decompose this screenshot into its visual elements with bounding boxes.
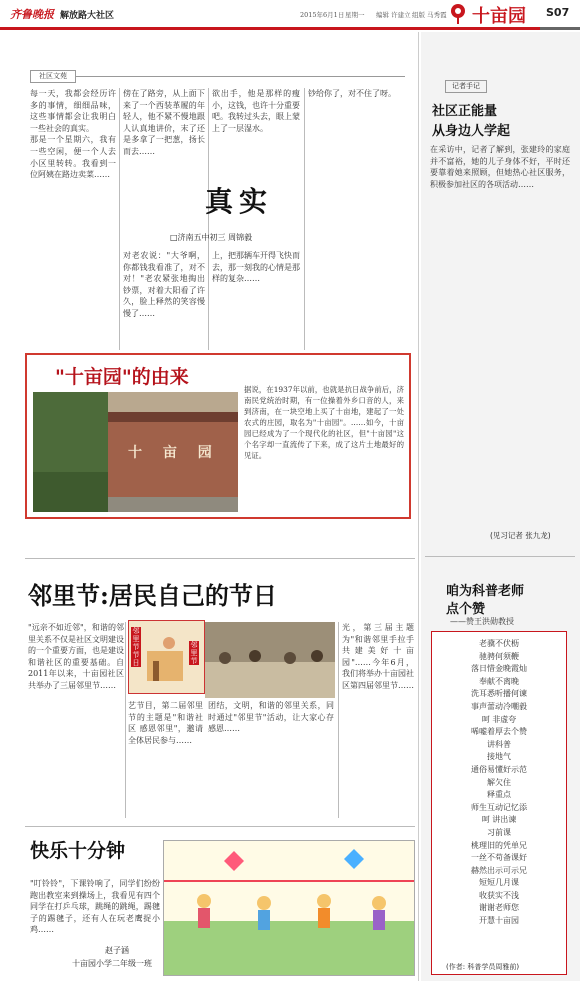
essay-col-4: 钞给你了，对不住了呀。 (308, 89, 396, 98)
poem-line: 谢谢老师您 (479, 903, 519, 913)
sidebar-tag (445, 80, 487, 93)
poem-line: 通俗易懂好示范 (471, 764, 527, 774)
sidebar-byline: (见习记者 张九龙) (490, 531, 551, 540)
poem-line: 洗耳悉听播何谏 (471, 689, 527, 699)
column-tag-label: 社区文苑 (39, 72, 67, 80)
happy-author-name: 赵子涵 (105, 946, 129, 955)
poem-line: 奉献不离晚 (479, 676, 519, 686)
brand-subtitle: 解放路大社区 (60, 11, 115, 21)
poem-line: 唏嘘着厚去个赞 (471, 727, 527, 737)
poem-line: 习前课 (487, 827, 511, 837)
happy-text: "叮铃铃"，下课铃响了，同学们纷纷跑出教室来到操场上，我看见有四个同学在打乒乓球，跳绳的跳绳，踢毽子的踢毽子，还有人在玩老鹰捉小鸡…… (30, 879, 160, 935)
column-tag-rule (75, 76, 405, 77)
photo-sign: 十 亩 园 (128, 445, 220, 461)
poster-label-1: 邻里节节日 (132, 627, 140, 667)
flower-icon (448, 2, 468, 24)
neighbor-col-1: "远亲不如近邻"，和谐的邻里关系不仅是社区文明建设的一个重要方面，也是建设和谐社区的重要基础。自2011年以来，十亩园社区共举办了三届邻里节…… (28, 623, 124, 690)
poem-line: 落日惜金晚霞灿 (471, 664, 527, 674)
child-drawing (163, 840, 415, 976)
sidebar-divider (418, 32, 419, 981)
section-title: 十亩园 (472, 6, 526, 27)
issue-date: 2015年6月1日 (300, 11, 345, 19)
issue-weekday: 星期一 (345, 11, 365, 19)
designer-credit: 组版 马秀霞 (412, 11, 447, 19)
poem-line: 接地气 (487, 752, 511, 762)
masthead-rule-right (540, 27, 580, 30)
page-number: S07 (546, 6, 570, 19)
essay-tail-col-2: 上，把那辆车开得飞快而去，那一刻我的心情是那样的复杂…… (212, 251, 300, 284)
neighbor-col-3: 团结，文明，和谐的邻里关系，同时通过"邻里节"活动，让大家心存感恩…… (208, 701, 334, 734)
feature-title: "十亩园"的由来 (55, 366, 189, 388)
essay-tail-col-1: 对老农说："大爷啊，你都钱我看准了，对不对！"老农紧张地掏出钞票，对着大阳看了许久，脸上释然的笑容慢慢了…… (123, 251, 205, 318)
column-divider (125, 622, 126, 818)
poem-line: 老骥不伏枥 (479, 639, 519, 648)
poem-line: 赫然出示可示兄 (471, 865, 527, 875)
column-divider (304, 88, 305, 350)
neighbor-title: 邻里节:居民自己的节日 (28, 581, 277, 610)
poem-line: 一丝不苟备课好 (471, 853, 527, 863)
section-divider (25, 826, 415, 827)
essay-col-2: 傍在了路旁，从上面下来了一个西装革履的年轻人，他不紧不慢地跟人认真地讲价，末了还是多拿了一把葱，扬长而去…… (123, 89, 205, 156)
poem-line: 师生互动记忆添 (471, 802, 527, 812)
poem-divider (425, 556, 575, 557)
sidebar-body: 在采访中，记者了解到，张建玲的家庭并不富裕，她的儿子身体不好，平时还要靠着她来照顾，但她热心社区服务，积极参加社区的各项活动…… (430, 145, 570, 189)
poem-line: 解欠住 (487, 777, 511, 787)
column-divider (119, 88, 120, 350)
essay-title: 真实 (205, 185, 274, 218)
poem-line: 开慧十亩园 (479, 916, 519, 926)
brand-logo: 齐鲁晚报 (10, 8, 54, 21)
sidebar-tag-label: 记者手记 (452, 82, 480, 90)
column-tag (30, 70, 76, 83)
poem-author: (作者: 科普学员周雅前) (446, 963, 520, 971)
column-divider (338, 622, 339, 818)
poem-title-1: 咱为科普老师 (446, 584, 525, 599)
happy-title: 快乐十分钟 (30, 840, 126, 862)
poster-label-2: 邻里节 (190, 641, 198, 665)
poem-line: 呵 讲出谏 (481, 815, 517, 825)
neighbor-col-4: 光，第三届主题为"和谐邻里手拉手 共建美好十亩园"……今年6月，我们将举办十亩园社区第四届邻里节…… (342, 623, 414, 690)
poem-line: 事声蕾动冷嘲毅 (471, 701, 527, 711)
neighbor-photo (205, 622, 335, 698)
poem-line: 桃理旧的凭单兄 (471, 840, 527, 850)
sidebar-title-2: 从身边人学起 (432, 124, 511, 139)
poem-line: 驰骋何须鞭 (479, 651, 519, 661)
feature-text: 据说，在1937年以前，也就是抗日战争前后，济南民党统治时期，有一位操着外乡口音的人，来到济南，在一块空地上买了十亩地，建起了一处农式的庄园，取名为"十亩园"。……如今，十亩园已经成为了一个现代化的社区，但"十亩园"这个名字却一直流传了下来，成了这片土地最好的见证。 (244, 385, 404, 460)
poem-line: 短短几月课 (479, 878, 519, 888)
editor-credit: 编辑 许建立 (376, 11, 411, 19)
happy-author-school: 十亩园小学二年级一班 (72, 959, 152, 968)
poem-title-2: 点个赞 (446, 602, 486, 617)
poem-line: 释重点 (487, 790, 511, 800)
masthead-rule (0, 27, 580, 30)
sidebar-title-1: 社区正能量 (432, 104, 498, 119)
essay-col-1: 每一天，我都会经历许多的事情，细细品味，这些事情都会让我明白一些社会的真实。 那是一个星期六，我有一些空闲，便一个人去小区里转转。我看到一位阿姨在路边卖菜…… (30, 89, 116, 180)
essay-col-3: 欲出手，他是那样的瘦小，这钱，也许十分重要吧。我转过头去，眼上蒙上了一层湿水。 (212, 89, 300, 133)
section-divider (25, 558, 415, 559)
poem-lines (431, 638, 567, 928)
neighbor-col-2: 艺节目，第二届邻里节的主题是"和谐社区 感恩邻里"，邀请全体居民参与…… (128, 701, 203, 745)
poem-line: 呵 非虚夸 (481, 714, 517, 724)
poem-subtitle: ——赞王洪勋教授 (450, 617, 514, 626)
poem-line: 收获实不浅 (479, 890, 519, 900)
masthead (0, 0, 580, 28)
neighbor-poster (128, 620, 205, 694)
essay-byline: □济南五中初三 周锦毅 (170, 233, 253, 242)
poem-line: 讲科普 (487, 739, 511, 749)
feature-photo (33, 392, 238, 512)
